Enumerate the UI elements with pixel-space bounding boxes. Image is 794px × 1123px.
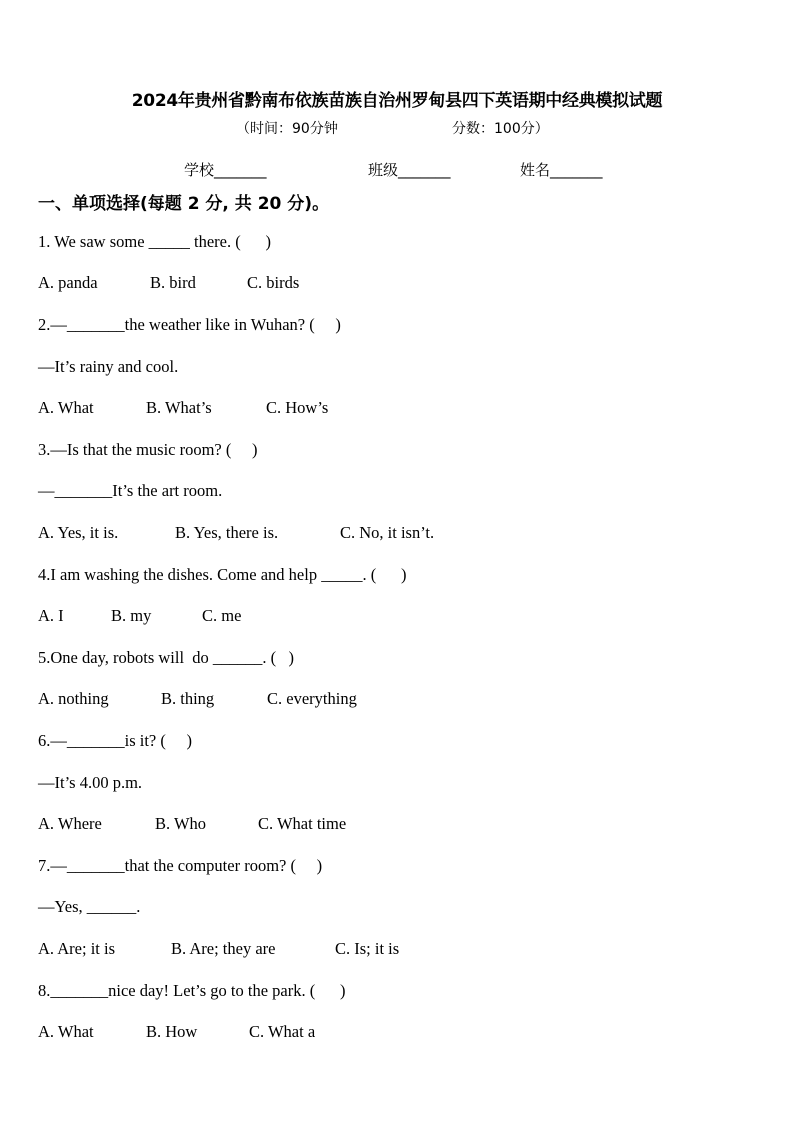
question-8-stem: 8._______nice day! Let’s go to the park. ( ) <box>38 981 346 1000</box>
question-7-answer-line: —Yes, ______. <box>38 897 141 916</box>
school-field: 学校_______ <box>184 161 267 179</box>
question-8-option-a: A. What <box>38 1022 94 1041</box>
question-4-option-c: C. me <box>202 606 242 625</box>
question-8-option-b: B. How <box>146 1022 198 1041</box>
question-5-stem: 5.One day, robots will do ______. ( ) <box>38 648 295 667</box>
question-7-option-c: C. Is; it is <box>335 939 400 958</box>
section-title: 一、单项选择(每题 2 分, 共 20 分)。 <box>38 194 330 214</box>
question-4-option-b: B. my <box>111 606 152 625</box>
question-5-option-b: B. thing <box>161 689 215 708</box>
question-2-answer-line: —It’s rainy and cool. <box>38 357 179 376</box>
class-field: 班级_______ <box>368 161 451 179</box>
question-3-option-a: A. Yes, it is. <box>38 523 119 542</box>
question-7-option-a: A. Are; it is <box>38 939 115 958</box>
question-6-option-b: B. Who <box>155 814 207 833</box>
question-6-option-c: C. What time <box>258 814 347 833</box>
question-1-option-a: A. panda <box>38 273 98 292</box>
question-1-option-b: B. bird <box>150 273 196 292</box>
exam-title: 2024年贵州省黔南布依族苗族自治州罗甸县四下英语期中经典模拟试题 <box>131 91 663 111</box>
question-8-option-c: C. What a <box>249 1022 316 1041</box>
exam-time: （时间：90分钟 <box>236 121 338 137</box>
exam-score: 分数：100分） <box>452 121 549 137</box>
question-7-stem: 7.—_______that the computer room? ( ) <box>38 856 323 875</box>
question-5-option-c: C. everything <box>267 689 357 708</box>
question-2-stem: 2.—_______the weather like in Wuhan? ( ) <box>38 315 341 334</box>
question-2-option-b: B. What’s <box>146 398 212 417</box>
question-2-option-c: C. How’s <box>266 398 329 417</box>
question-3-option-b: B. Yes, there is. <box>175 523 279 542</box>
question-6-answer-line: —It’s 4.00 p.m. <box>38 773 143 792</box>
question-1-stem: 1. We saw some _____ there. ( ) <box>38 232 271 251</box>
question-1-option-c: C. birds <box>247 273 300 292</box>
question-4-option-a: A. I <box>38 606 64 625</box>
question-6-option-a: A. Where <box>38 814 102 833</box>
question-4-stem: 4.I am washing the dishes. Come and help _____. ( ) <box>38 565 407 584</box>
question-6-stem: 6.—_______is it? ( ) <box>38 731 192 750</box>
question-3-option-c: C. No, it isn’t. <box>340 523 435 542</box>
question-3-answer-line: —_______It’s the art room. <box>38 481 223 500</box>
question-5-option-a: A. nothing <box>38 689 109 708</box>
question-3-stem: 3.—Is that the music room? ( ) <box>38 440 258 459</box>
question-7-option-b: B. Are; they are <box>171 939 276 958</box>
question-2-option-a: A. What <box>38 398 94 417</box>
name-field: 姓名_______ <box>520 161 603 179</box>
